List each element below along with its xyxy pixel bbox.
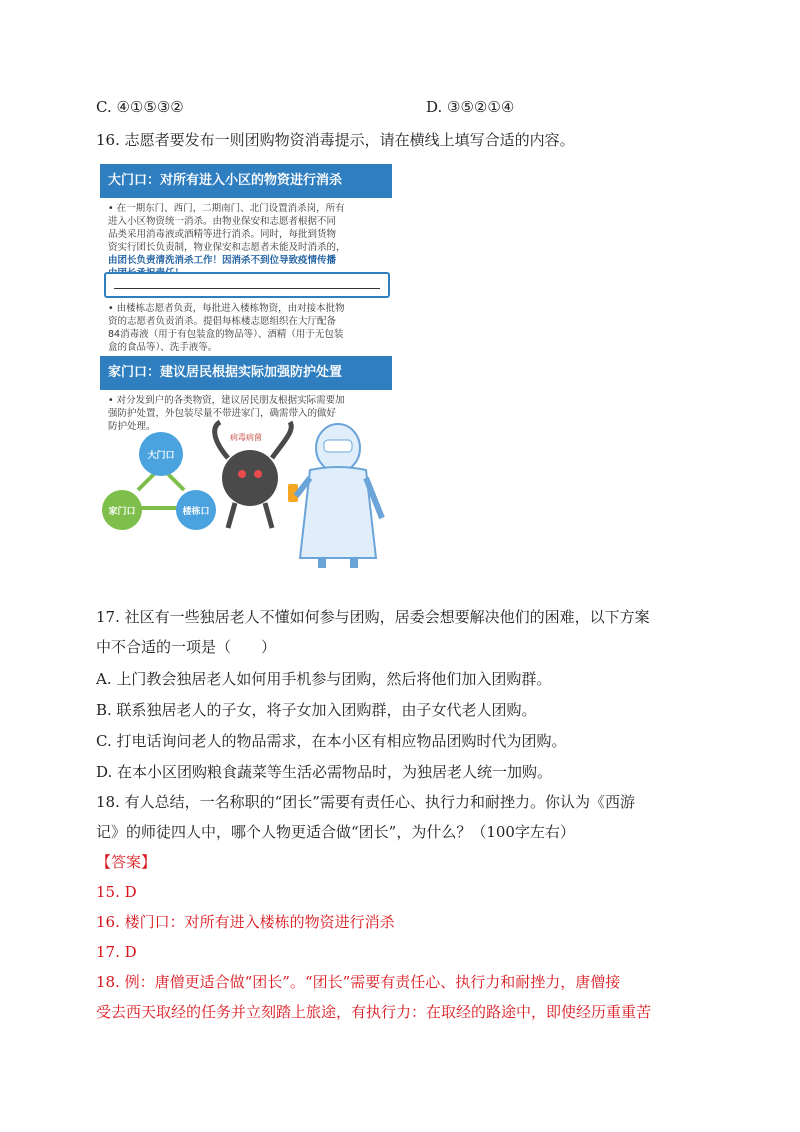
text-line: 84消毒液（用于有包装盒的物品等）、酒精（用于无包装 [108,329,344,340]
fill-in-blank-box [104,272,390,298]
answer-header: 【答案】 [96,853,157,871]
volunteer-goggles [324,440,352,452]
text-line: • 由楼栋志愿者负责，每批进入楼栋物资，由对接本批物 [108,303,345,314]
banner-home-door: 家门口：建议居民根据实际加强防护处置 [100,356,392,390]
option-d: D. ③⑤②①④ [426,98,515,116]
virus-eye [238,470,246,478]
answer-18-line2: 受去西天取经的任务并立刻踏上旅途，有执行力：在取经的路途中，即使经历重重苦 [96,1003,652,1021]
volunteer-legs [322,558,354,568]
q17-option-c: C. 打电话询问老人的物品需求，在本小区有相应物品团购时代为团购。 [96,732,567,750]
q17-option-d: D. 在本小区团购粮食蔬菜等生活必需物品时，为独居老人统一加购。 [96,763,553,781]
text-line: 强防护处置，外包装尽量不带进家门，确需带入的做好 [108,408,337,419]
virus-label: 病毒病菌 [230,433,262,442]
volunteer-figure [296,424,382,568]
q17-stem-line1: 17. 社区有一些独居老人不懂如何参与团购，居委会想要解决他们的困难，以下方案 [96,608,650,626]
text-line: 进入小区物资统一消杀。由物业保安和志愿者根据不同 [108,216,337,227]
answer-17: 17. D [96,943,137,961]
q18-stem-line2: 记》的师徒四人中，哪个人物更适合做“团长”，为什么？（100字左右） [96,823,575,841]
text-line: 防护处理。 [108,421,156,432]
answer-18-line1: 18. 例：唐僧更适合做“团长”。“团长”需要有责任心、执行力和耐挫力，唐僧接 [96,973,621,991]
virus-body [222,450,278,506]
text-line: 盒的食品等）、洗手液等。 [108,342,218,353]
paragraph-building-gate [108,302,390,354]
option-c: C. ④①⑤③② [96,98,184,116]
label-building-gate: 楼栋口 [182,507,210,517]
q16-stem: 16. 志愿者要发布一则团购物资消毒提示，请在横线上填写合适的内容。 [96,131,575,149]
q18-stem-line1: 18. 有人总结，一名称职的“团长”需要有责任心、执行力和耐挫力。你认为《西游 [96,793,635,811]
text-line: • 对分发到户的各类物资，建议居民朋友根据实际需要加 [108,395,345,406]
paragraph-main-gate [108,202,390,280]
virus-legs [228,503,272,528]
virus-character [215,422,292,528]
answer-15: 15. D [96,883,137,901]
blank-underline [114,288,380,289]
cycle-diagram [102,432,216,530]
text-line: 资实行团长负责制，物业保安和志愿者未能及时消杀的， [108,242,346,253]
text-line-highlight: 由团长负责清洗消杀工作！因消杀不到位导致疫情传播 [108,255,337,266]
label-home-door: 家门口 [108,507,136,517]
q17-stem-line2: 中不合适的一项是（ ） [96,638,277,656]
text-line: 品类采用消毒液或酒精等进行消杀。同时，每批到货物 [108,229,337,240]
disinfection-infographic [100,160,395,570]
q17-option-b: B. 联系独居老人的子女，将子女加入团购群，由子女代老人团购。 [96,701,537,719]
text-line: 资的志愿者负责消杀。提倡每栋楼志愿组织在大厅配备 [108,316,337,327]
label-main-gate: 大门口 [147,451,175,461]
text-line: • 在一期东门、西门，二期南门、北门设置消杀岗，所有 [108,203,345,214]
virus-eye [254,470,262,478]
answer-16: 16. 楼门口：对所有进入楼栋的物资进行消杀 [96,913,395,931]
q17-option-a: A. 上门教会独居老人如何用手机参与团购，然后将他们加入团购群。 [96,670,552,688]
disinfection-illustration [100,418,400,570]
banner-main-gate: 大门口：对所有进入小区的物资进行消杀 [100,164,392,198]
